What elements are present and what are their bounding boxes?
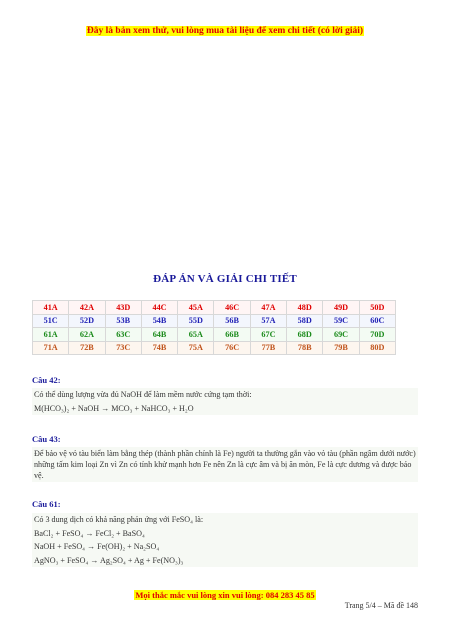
- answer-cell: 67C: [250, 328, 286, 342]
- answer-cell: 41A: [33, 301, 69, 315]
- answer-cell: 51C: [33, 314, 69, 328]
- question-61-label: Câu 61:: [32, 499, 61, 509]
- answer-cell: 62A: [69, 328, 105, 342]
- answer-cell: 46C: [214, 301, 250, 315]
- answer-cell: 68D: [287, 328, 323, 342]
- answer-key-table: [32, 300, 396, 355]
- question-42-line: Có thể dùng lượng vừa đủ NaOH để làm mềm nước cứng tạm thời:: [34, 390, 252, 399]
- answer-cell: 60C: [359, 314, 395, 328]
- answer-cell: 55D: [178, 314, 214, 328]
- answer-cell: 52D: [69, 314, 105, 328]
- answer-cell: 69C: [323, 328, 359, 342]
- answer-cell: 73C: [105, 341, 141, 355]
- answer-cell: 78B: [287, 341, 323, 355]
- answer-cell: 57A: [250, 314, 286, 328]
- answer-cell: 71A: [33, 341, 69, 355]
- answer-cell: 58D: [287, 314, 323, 328]
- question-43-body: [32, 447, 418, 482]
- answer-cell: 79B: [323, 341, 359, 355]
- answer-cell: 70D: [359, 328, 395, 342]
- answer-row: [33, 314, 396, 328]
- answer-cell: 44C: [141, 301, 177, 315]
- answer-cell: 72B: [69, 341, 105, 355]
- answer-cell: 47A: [250, 301, 286, 315]
- answer-cell: 59C: [323, 314, 359, 328]
- question-61-equation-2: NaOH + FeSO₄ → Fe(OH)₂ + Na₂SO₄: [34, 542, 160, 551]
- answer-cell: 76C: [214, 341, 250, 355]
- answer-cell: 74B: [141, 341, 177, 355]
- page-title: ĐÁP ÁN VÀ GIẢI CHI TIẾT: [153, 273, 297, 285]
- answer-cell: 42A: [69, 301, 105, 315]
- question-61-equation-1: BaCl₂ + FeSO₄ → FeCl₂ + BaSO₄: [34, 528, 145, 538]
- contact-text: Mọi thắc mắc vui lòng xin vui lòng: 084 283 45 85: [135, 590, 315, 600]
- answer-cell: 53B: [105, 314, 141, 328]
- answer-cell: 49D: [323, 301, 359, 315]
- preview-banner-text: Đây là bản xem thử, vui lòng mua tài liệu để xem chi tiết (có lời giải): [86, 26, 364, 36]
- answer-cell: 45A: [178, 301, 214, 315]
- answer-cell: 48D: [287, 301, 323, 315]
- answer-cell: 56B: [214, 314, 250, 328]
- question-61-line: Có 3 dung dịch có khả năng phản ứng với FeSO₄ là:: [34, 515, 204, 524]
- answer-cell: 80D: [359, 341, 395, 355]
- answer-cell: 64B: [141, 328, 177, 342]
- preview-banner: [0, 26, 450, 36]
- question-42-body: [32, 388, 418, 415]
- page-number: Trang 5/4 – Mã đề 148: [344, 601, 418, 610]
- answer-cell: 50D: [359, 301, 395, 315]
- answer-row: [33, 341, 396, 355]
- question-43-label: Câu 43:: [32, 434, 61, 444]
- answer-cell: 63C: [105, 328, 141, 342]
- question-42-label: Câu 42:: [32, 375, 61, 385]
- question-61-equation-3: AgNO₃ + FeSO₄ → Ag₂SO₄ + Ag + Fe(NO₃)₃: [34, 555, 184, 565]
- question-43-line: Để bảo vệ vỏ tàu biển làm bằng thép (thành phần chính là Fe) người ta thường gắn vào vỏ tàu (phần ngâm dưới nước) những tấm kim loại Zn vì Zn có tính khử mạnh hơn Fe nên Zn là cực âm và bị ăn mòn, Fe là cực dương và được bảo vệ.: [34, 449, 416, 480]
- answer-cell: 77B: [250, 341, 286, 355]
- answer-cell: 43D: [105, 301, 141, 315]
- answer-row: [33, 301, 396, 315]
- answer-cell: 75A: [178, 341, 214, 355]
- question-42-equation: M(HCO₃)₂ + NaOH → MCO₃ + NaHCO₃ + H₂O: [34, 403, 194, 413]
- answer-cell: 65A: [178, 328, 214, 342]
- question-61-body: [32, 513, 418, 567]
- answer-row: [33, 328, 396, 342]
- answer-cell: 66B: [214, 328, 250, 342]
- answer-cell: 61A: [33, 328, 69, 342]
- contact-footer: [0, 590, 450, 600]
- answer-cell: 54B: [141, 314, 177, 328]
